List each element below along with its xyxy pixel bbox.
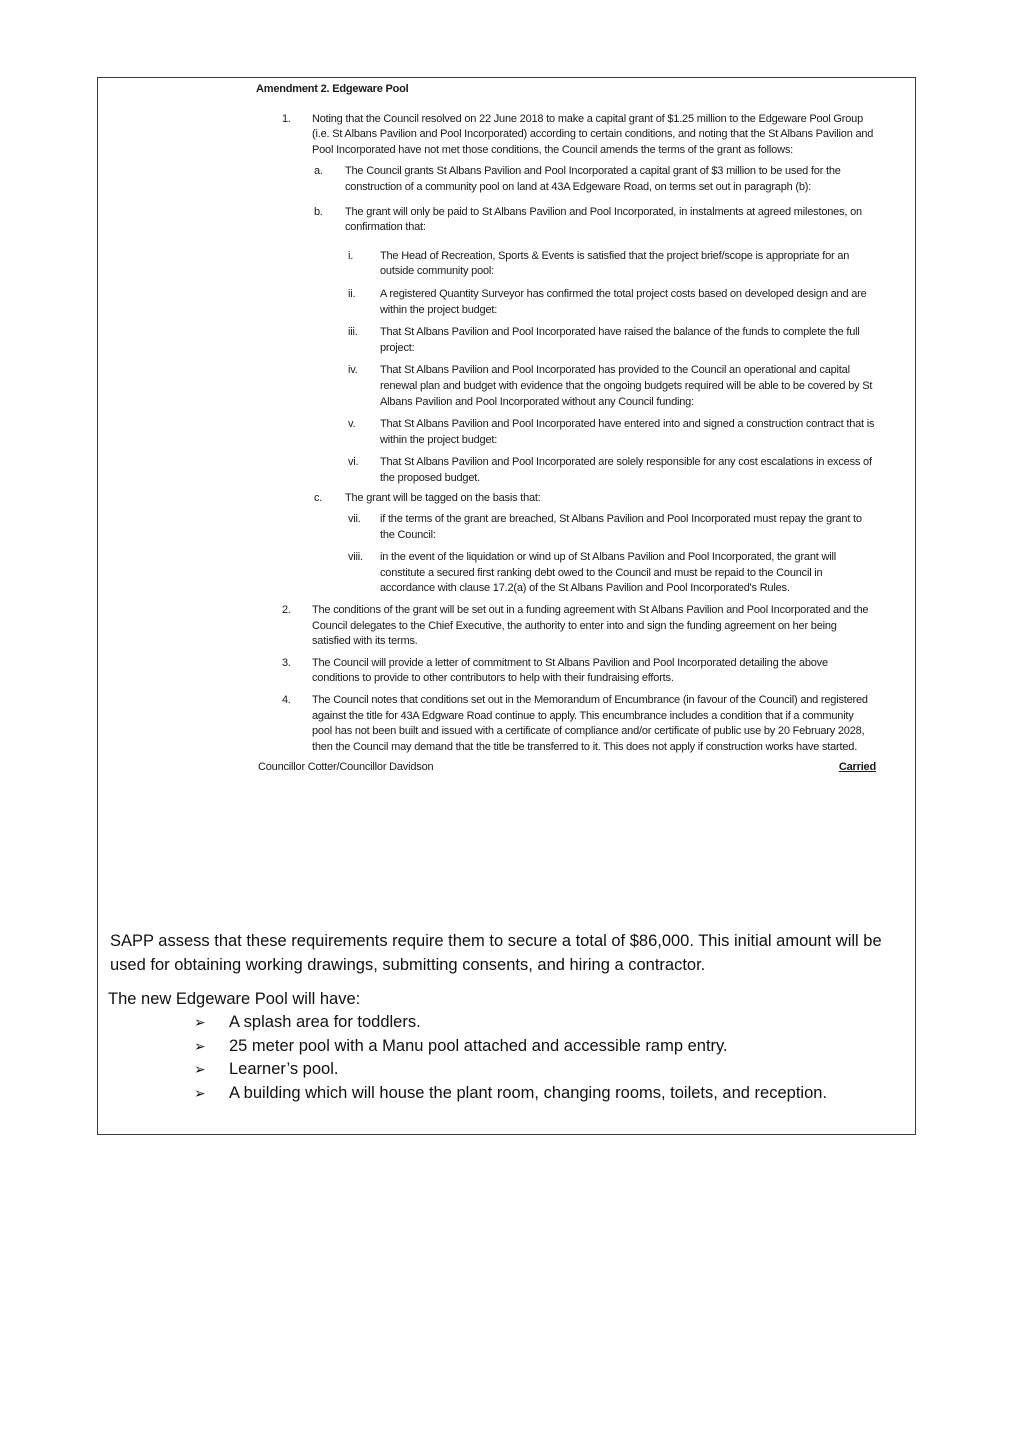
funding-summary: SAPP assess that these requirements require them to secure a total of $86,000. This initial amount will be used for obtaining working drawings, submitting consents, and hiring a contractor. [110, 932, 882, 974]
features-intro: The new Edgeware Pool will have: [108, 990, 361, 1008]
item-text: The Council will provide a letter of commitment to St Albans Pavilion and Pool Incorporated detailing the above conditions to provide to other contributors to help with their fundraising efforts. [312, 656, 828, 685]
motion-movers: Councillor Cotter/Councillor Davidson [258, 761, 434, 774]
resolution-item-v [256, 417, 876, 448]
item-text: A registered Quantity Surveyor has confirmed the total project costs based on developed design and are within the project budget: [380, 287, 867, 316]
list-item [194, 1011, 827, 1035]
item-text: The grant will only be paid to St Albans Pavilion and Pool Incorporated, in instalments at agreed milestones, on confirmation that: [345, 205, 862, 234]
features-list [194, 1011, 827, 1105]
item-number: 2. [282, 604, 291, 617]
list-item [194, 1082, 827, 1106]
resolution-item-iii [256, 325, 876, 356]
list-item [194, 1058, 827, 1082]
item-text: if the terms of the grant are breached, St Albans Pavilion and Pool Incorporated must repay the grant to the Council: [380, 513, 862, 541]
feature-text: Learner’s pool. [229, 1060, 339, 1078]
item-number: viii. [348, 551, 363, 564]
item-text: The conditions of the grant will be set out in a funding agreement with St Albans Pavilion and Pool Incorporated and the Council delegates to the Chief Executive, the authority to enter into and sign the funding agreement on her being satisfied with its terms. [312, 604, 869, 648]
motion-mover-line [256, 760, 876, 776]
resolution-item-a [256, 164, 876, 195]
resolution-item-vii [256, 512, 876, 543]
feature-text: A building which will house the plant room, changing rooms, toilets, and reception. [229, 1083, 828, 1102]
resolution-item-2 [256, 603, 876, 650]
item-text: That St Albans Pavilion and Pool Incorporated are solely responsible for any cost escalations in excess of the proposed budget. [380, 456, 872, 484]
amendment-heading: Amendment 2. Edgeware Pool [256, 83, 409, 95]
feature-text: A splash area for toddlers. [229, 1013, 421, 1031]
item-number: 1. [282, 112, 291, 125]
resolution-item-3 [256, 656, 876, 687]
resolution-item-c [256, 491, 876, 507]
item-number: 4. [282, 694, 291, 706]
resolution-item-vi [256, 455, 876, 486]
item-number: vi. [348, 456, 359, 469]
item-text: The Council notes that conditions set out in the Memorandum of Encumbrance (in favour of the Council) and registered against the title for 43A Edgware Road continue to apply. This encumbrance includes a condition that if a community pool has not been built and issued with a certificate of compliance and/or certificate of public use by 20 February 2028, then the Council may demand that the title be transferred to it. This does not apply if construction works have started. [312, 694, 868, 753]
resolution-item-ii [256, 287, 876, 318]
document-frame [97, 77, 916, 1135]
item-text: That St Albans Pavilion and Pool Incorporated has provided to the Council an operational and capital renewal plan and budget with evidence that the ongoing budgets required will be able to be covered by St Albans Pavilion and Pool Incorporated without any Council funding: [380, 364, 873, 408]
item-text: Noting that the Council resolved on 22 June 2018 to make a capital grant of $1.25 million to the Edgeware Pool Group (i.e. St Albans Pavilion and Pool Incorporated) according to certain conditions, and noting that the St Albans Pavilion and Pool Incorporated have not met those conditions, the Council amends the terms of the grant as follows: [312, 112, 874, 156]
list-item [194, 1035, 827, 1059]
resolution-item-i [256, 249, 876, 280]
item-number: vii. [348, 513, 361, 526]
item-text: The grant will be tagged on the basis that: [345, 492, 541, 505]
item-number: 3. [282, 656, 291, 669]
item-text: in the event of the liquidation or wind up of St Albans Pavilion and Pool Incorporated, the grant will constitute a secured first ranking debt owed to the Council and must be repaid to the Council in accordance with clause 17.2(a) of the St Albans Pavilion and Pool Incorporated's Rules. [380, 551, 836, 595]
item-number: c. [314, 492, 323, 505]
amendment-excerpt [256, 82, 876, 776]
resolution-item-b [256, 205, 876, 236]
resolution-item-iv [256, 363, 876, 410]
motion-result: Carried [838, 761, 876, 774]
item-number: b. [314, 205, 323, 218]
item-number: iii. [348, 326, 358, 339]
item-number: a. [314, 165, 323, 178]
arrow-bullet-icon: ➢ [194, 1061, 206, 1077]
item-text: That St Albans Pavilion and Pool Incorporated have raised the balance of the funds to complete the full project: [380, 326, 860, 354]
item-text: The Head of Recreation, Sports & Events is satisfied that the project brief/scope is appropriate for an outside community pool: [380, 249, 850, 278]
resolution-item-viii [256, 550, 876, 597]
item-number: iv. [348, 364, 358, 377]
item-number: v. [348, 418, 356, 431]
item-number: i. [348, 249, 354, 262]
item-text: That St Albans Pavilion and Pool Incorporated have entered into and signed a construction contract that is within the project budget: [380, 418, 875, 446]
resolution-item-4 [256, 693, 876, 755]
arrow-bullet-icon: ➢ [194, 1037, 206, 1054]
arrow-bullet-icon: ➢ [194, 1014, 206, 1030]
resolution-item-1 [256, 112, 876, 159]
arrow-bullet-icon: ➢ [194, 1084, 206, 1101]
item-text: The Council grants St Albans Pavilion and Pool Incorporated a capital grant of $3 million to be used for the construction of a community pool on land at 43A Edgeware Road, on terms set out in paragraph (b): [345, 165, 841, 193]
feature-text: 25 meter pool with a Manu pool attached and accessible ramp entry. [229, 1036, 728, 1055]
item-number: ii. [348, 287, 356, 300]
